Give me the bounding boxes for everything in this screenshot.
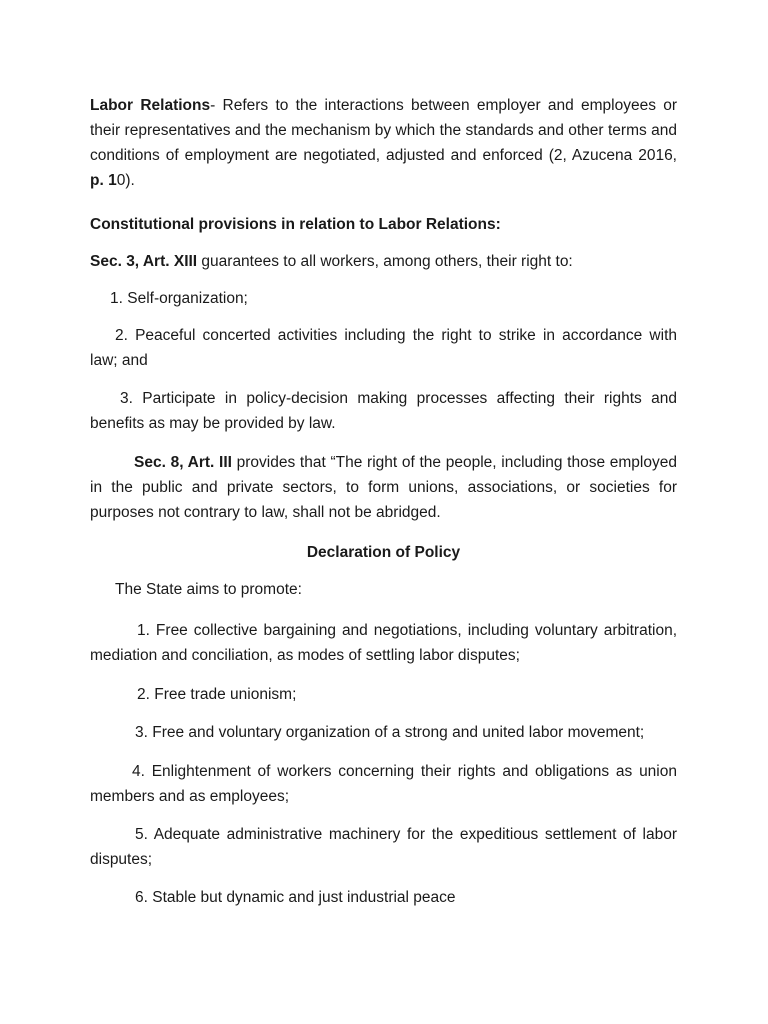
list-text: Participate in policy-decision making processes affecting their rights and benefits as may be provided by law. (90, 390, 677, 432)
policy-item-6 (90, 885, 677, 910)
list-text: Adequate administrative machinery for the expeditious settlement of labor disputes; (90, 826, 677, 868)
list-text: Free collective bargaining and negotiations, including voluntary arbitration, mediation and conciliation, as modes of settling labor disputes; (90, 622, 677, 664)
list-text: Free and voluntary organization of a strong and united labor movement; (147, 724, 645, 741)
definition-text-end: 0). (116, 172, 135, 189)
document-page (90, 93, 677, 910)
sec3-item-3 (90, 386, 677, 436)
sec3-item-2 (90, 323, 677, 373)
sec3-item-1 (90, 286, 677, 311)
definition-text: Refers to the interactions between employer and employees or their representatives and the mechanism by which the standards and other terms and conditions of employment are negotiated, adjusted and enforced (2, Azucena 2016, (90, 97, 677, 164)
list-number: 2. (137, 686, 150, 703)
list-number: 6. (135, 889, 148, 906)
list-number: 5. (135, 826, 148, 843)
sec8-paragraph (90, 450, 677, 525)
labor-relations-definition (90, 93, 677, 193)
policy-item-3 (90, 720, 677, 745)
policy-item-5 (90, 822, 677, 872)
list-text: Self-organization; (122, 290, 248, 307)
list-text: Stable but dynamic and just industrial peace (147, 889, 456, 906)
list-number: 1. (110, 290, 123, 307)
policy-item-2 (90, 682, 677, 707)
list-text: Peaceful concerted activities including the right to strike in accordance with law; and (90, 327, 677, 369)
policy-item-4 (90, 759, 677, 809)
sec8-text: provides that “The right of the people, including those employed in the public and private sectors, to form unions, associations, or societies for purposes not contrary to law, shall not be abridged. (90, 454, 677, 521)
list-text: Enlightenment of workers concerning their rights and obligations as union members and as employees; (90, 763, 677, 805)
sec3-paragraph (90, 249, 677, 274)
declaration-intro: The State aims to promote: (115, 581, 302, 598)
list-number: 1. (137, 622, 150, 639)
sec8-reference: Sec. 8, Art. III (134, 454, 232, 471)
definition-dash: - (210, 97, 223, 114)
constitutional-heading: Constitutional provisions in relation to Labor Relations: (90, 216, 501, 233)
list-number: 3. (135, 724, 148, 741)
list-number: 4. (132, 763, 145, 780)
declaration-heading: Declaration of Policy (306, 544, 461, 561)
labor-relations-term: Labor Relations (90, 97, 211, 114)
list-number: 3. (120, 390, 133, 407)
citation-page: p. 1 (90, 172, 117, 189)
policy-item-1 (90, 618, 677, 668)
sec3-text: guarantees to all workers, among others, their right to: (197, 253, 573, 270)
sec3-reference: Sec. 3, Art. XIII (90, 253, 198, 270)
list-number: 2. (115, 327, 128, 344)
list-text: Free trade unionism; (149, 686, 297, 703)
